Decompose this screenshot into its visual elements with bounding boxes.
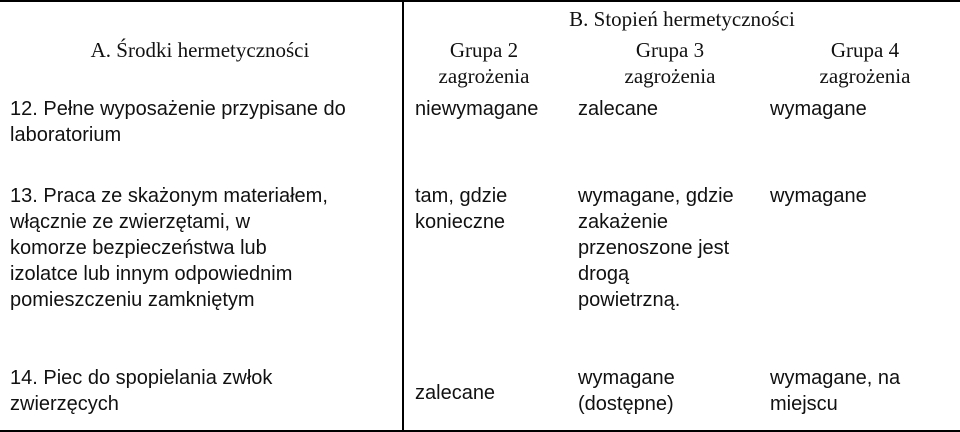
row-12-group-3: zalecane: [578, 98, 659, 120]
row-12-group-4: wymagane: [770, 98, 867, 120]
row-14-group-4: wymagane, na miejscu: [770, 367, 901, 415]
row-14-group-2: zalecane: [415, 382, 496, 404]
row-14-group-3: wymagane (dostępne): [578, 367, 675, 415]
row-13-group-2: tam, gdzie konieczne: [415, 185, 508, 233]
group-a-title: A. Środki hermetyczności: [90, 38, 310, 62]
column-header-group-4: Grupa 4 zagrożenia: [819, 38, 911, 88]
row-12-label: 12. Pełne wyposażenie przypisane do laboratorium: [10, 98, 346, 146]
row-14-label: 14. Piec do spopielania zwłok zwierzęcych: [10, 367, 273, 415]
row-12-group-2: niewymagane: [415, 98, 539, 120]
row-13-group-4: wymagane: [770, 185, 867, 207]
column-header-group-3: Grupa 3 zagrożenia: [624, 38, 716, 88]
top-rule: [0, 0, 960, 2]
row-13-label: 13. Praca ze skażonym materiałem, włącznie ze zwierzętami, w komorze bezpieczeństwa lub izolatce lub innym odpowiednim pomieszczeniu zamkniętym: [10, 185, 328, 311]
row-13-group-3: wymagane, gdzie zakażenie przenoszone jest drogą powietrzną.: [578, 185, 734, 311]
column-header-group-2: Grupa 2 zagrożenia: [438, 38, 530, 88]
group-b-title: B. Stopień hermetyczności: [569, 7, 795, 31]
